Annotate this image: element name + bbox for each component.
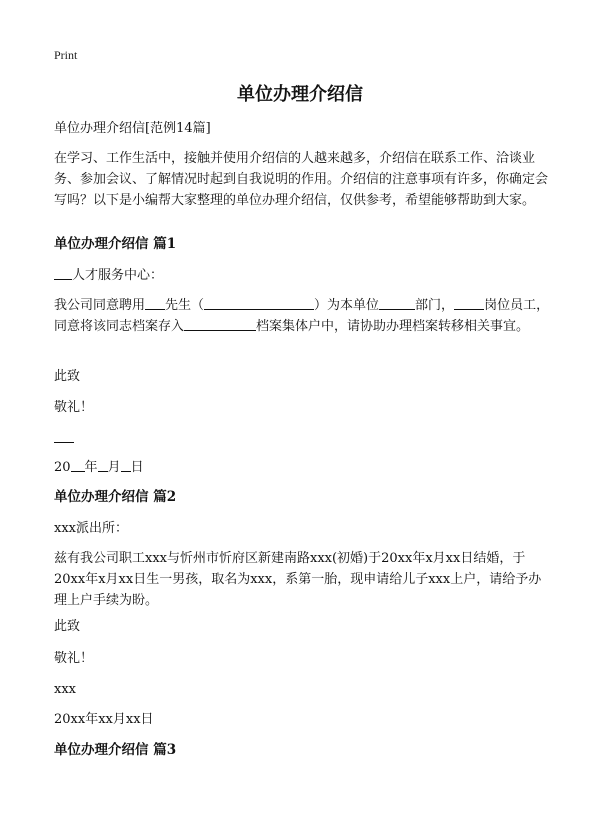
blank-underline bbox=[71, 457, 85, 472]
section-heading-2: 单位办理介绍信 篇2 bbox=[54, 489, 177, 505]
section-1-closing-2: 敬礼！ bbox=[54, 400, 94, 415]
section-heading-3: 单位办理介绍信 篇3 bbox=[54, 742, 177, 758]
blank-underline bbox=[379, 295, 415, 310]
section-2-signature: xxx bbox=[54, 682, 76, 697]
section-2-recipient: xxx派出所： bbox=[54, 521, 128, 536]
section-2-date: 20xx年xx月xx日 bbox=[54, 712, 154, 727]
section-2-body: 兹有我公司职工xxx与忻州市忻府区新建南路xxx(初婚)于20xx年x月xx日结婚，于20xx年x月xx日生一男孩，取名为xxx，系第一胎，现申请给儿子xxx上户，请给予办理上户手续为盼。 bbox=[54, 551, 542, 608]
section-heading-1: 单位办理介绍信 篇1 bbox=[54, 236, 177, 252]
blank-underline bbox=[145, 295, 165, 310]
print-link[interactable]: Print bbox=[54, 48, 78, 62]
section-1-closing-1: 此致 bbox=[54, 369, 81, 384]
section-1-recipient: 人才服务中心： bbox=[54, 265, 554, 286]
blank-underline bbox=[54, 265, 72, 280]
page-title: 单位办理介绍信 bbox=[237, 84, 363, 105]
section-1-date: 20 年 月 日 bbox=[54, 457, 554, 478]
blank-underline bbox=[184, 316, 256, 331]
subtitle: 单位办理介绍信[范例14篇] bbox=[54, 121, 211, 136]
blank-underline bbox=[121, 457, 131, 472]
section-2-closing-1: 此致 bbox=[54, 619, 81, 634]
section-2-closing-2: 敬礼！ bbox=[54, 651, 94, 666]
intro-paragraph: 在学习、工作生活中，接触并使用介绍信的人越来越多，介绍信在联系工作、洽谈业务、参加会议、了解情况时起到自我说明的作用。介绍信的注意事项有许多，你确定会写吗？以下是小编帮大家整理的单位办理介绍信，仅供参考，希望能够帮助到大家。 bbox=[54, 151, 549, 208]
blank-underline bbox=[54, 428, 74, 443]
blank-underline bbox=[98, 457, 108, 472]
blank-underline bbox=[204, 295, 314, 310]
section-1-signature-line bbox=[54, 428, 554, 449]
section-1-body: 我公司同意聘用 先生（ ）为本单位 部门， 岗位员工，同意将该同志档案存入 档案集体户中，请协助办理档案转移相关事宜。 bbox=[54, 295, 554, 337]
blank-underline bbox=[454, 295, 484, 310]
